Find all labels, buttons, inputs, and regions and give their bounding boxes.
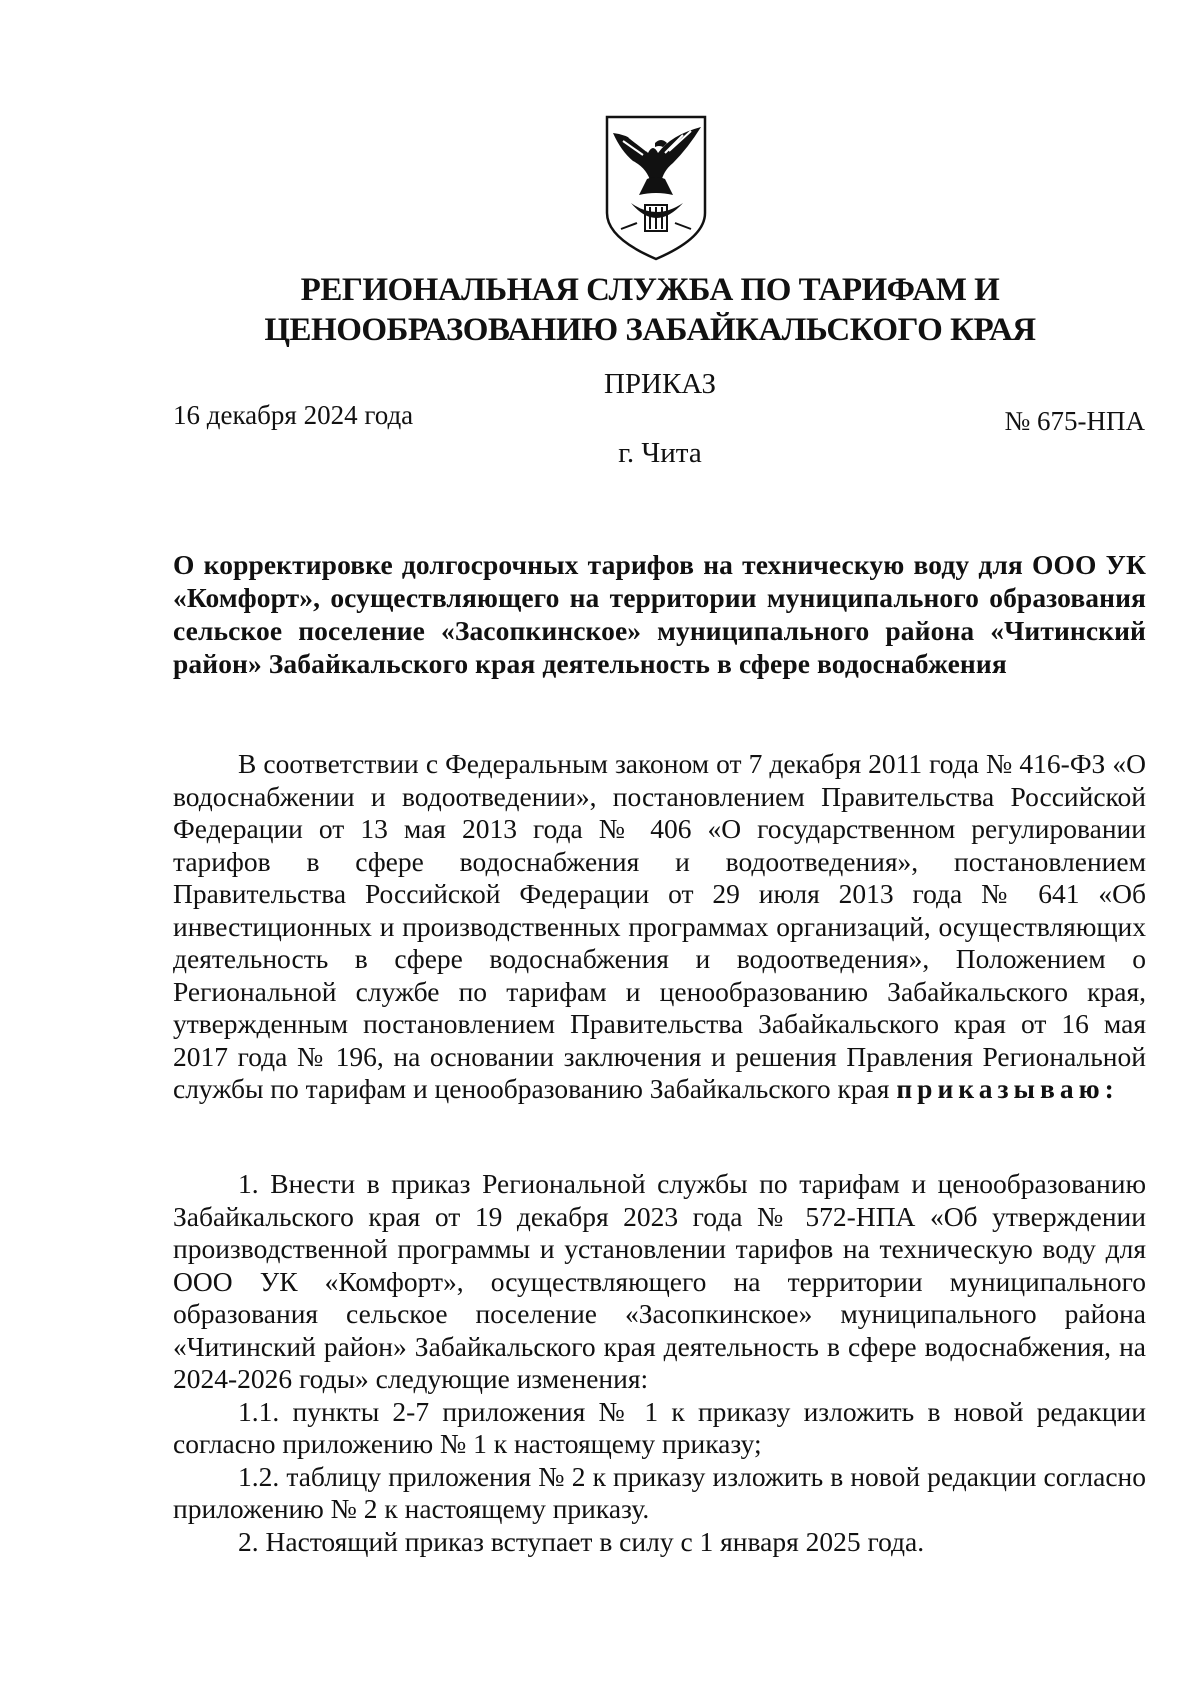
preamble-paragraph	[173, 748, 1146, 1106]
coat-of-arms-icon	[603, 113, 709, 261]
order-item-2: 2. Настоящий приказ вступает в силу с 1 января 2025 года.	[238, 1525, 925, 1557]
document-type: ПРИКАЗ	[603, 368, 717, 400]
organization-name-line-1: РЕГИОНАЛЬНАЯ СЛУЖБА ПО ТАРИФАМ И	[300, 272, 1000, 308]
order-item-1-1: 1.1. пункты 2-7 приложения № 1 к приказу изложить в новой редакции согласно приложению № 1 к настоящему приказу;	[173, 1395, 1146, 1459]
preamble-text	[173, 748, 1146, 1106]
preamble-body: В соответствии с Федеральным законом от 7 декабря 2011 года № 416-ФЗ «О водоснабжении и водоотведении», постановлением Правительства Российской Федерации от 13 мая 2013 года № 406 «О государственном регулировании тарифов в сфере водоснабжения и водоотведения», постановлением Правительства Российской Федерации от 29 июля 2013 года № 641 «Об инвестиционных и производственных программах организаций, осуществляющих деятельность в сфере водоснабжения и водоотведения», Положением о Региональной службе по тарифам и ценообразованию Забайкальского края, утвержденным постановлением Правительства Забайкальского края от 16 мая 2017 года № 196, на основании заключения и решения Правления Региональной службы по тарифам и ценообразованию Забайкальского края	[173, 748, 1146, 1104]
organization-name-line-2: ЦЕНООБРАЗОВАНИЮ ЗАБАЙКАЛЬСКОГО КРАЯ	[264, 312, 1036, 348]
order-word: приказываю:	[896, 1073, 1119, 1104]
document-subject: О корректировке долгосрочных тарифов на техническую воду для ООО УК «Комфорт», осуществляющего на территории муниципального образования сельское поселение «Засопкинское» муниципального района «Читинский район» Забайкальского края деятельность в сфере водоснабжения	[173, 549, 1146, 679]
order-item-1: 1. Внести в приказ Региональной службы по тарифам и ценообразованию Забайкальского края от 19 декабря 2023 года № 572-НПА «Об утверждении производственной программы и установлении тарифов на техническую воду для ООО УК «Комфорт», осуществляющего на территории муниципального образования сельское поселение «Засопкинское» муниципального района «Читинский район» Забайкальского края деятельность в сфере водоснабжения, на 2024-2026 годы» следующие изменения:	[173, 1168, 1146, 1394]
order-items	[173, 1168, 1146, 1558]
document-number: № 675-НПА	[1004, 406, 1145, 436]
document-date: 16 декабря 2024 года	[173, 400, 414, 430]
order-item-1-2: 1.2. таблицу приложения № 2 к приказу изложить в новой редакции согласно приложению № 2 к настоящему приказу.	[173, 1460, 1146, 1524]
document-city: г. Чита	[618, 437, 702, 469]
